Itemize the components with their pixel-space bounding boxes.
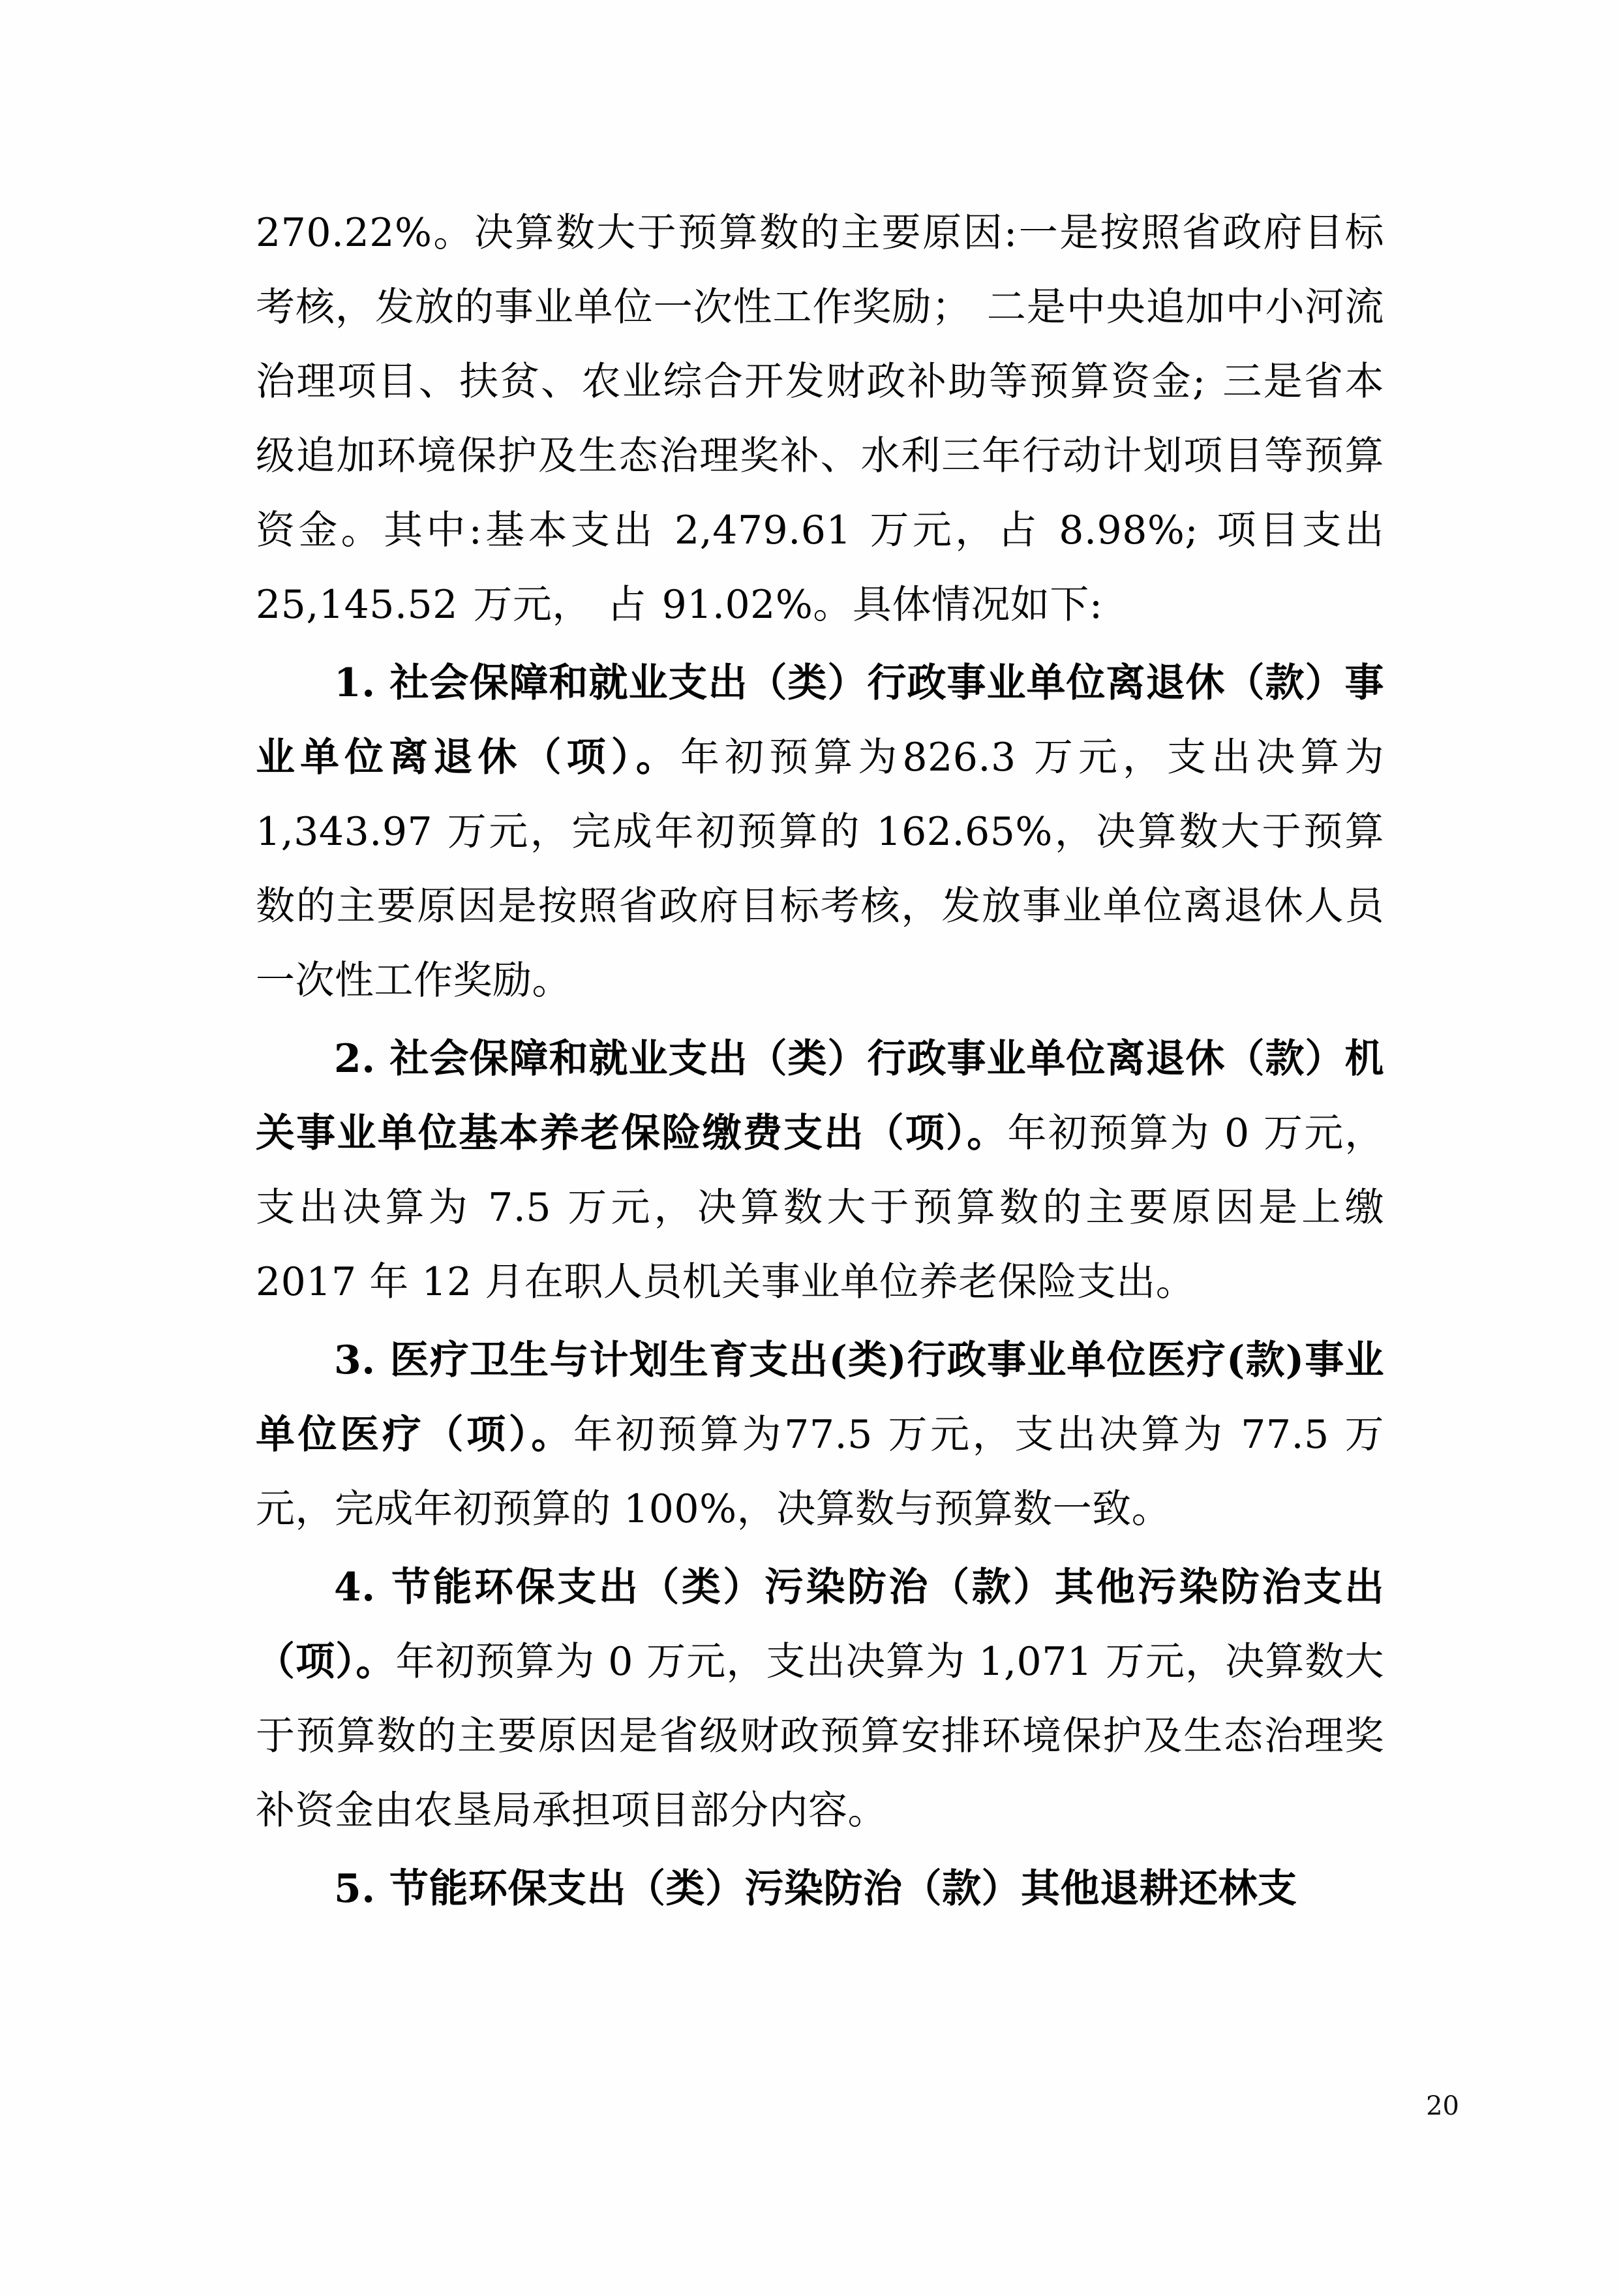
paragraph-item-3 [256, 1323, 1384, 1546]
paragraph-item-1-lead: 1. 社会保障和就业支出（类）行政事业单位离退休（款）事业单位离退休（项）。 [256, 660, 1384, 780]
paragraph-item-4-body: 年初预算为 0 万元，支出决算为 1,071 万元，决算数大于预算数的主要原因是省级财政预算安排环境保护及生态治理奖补资金由农垦局承担项目部分内容。 [256, 1639, 1384, 1833]
paragraph-item-3-lead: 3. 医疗卫生与计划生育支出(类)行政事业单位医疗(款)事业单位医疗（项）。 [256, 1338, 1384, 1458]
paragraph-item-4-lead: 4. 节能环保支出（类）污染防治（款）其他污染防治支出（项）。 [256, 1565, 1384, 1685]
paragraph-item-1-body: 年初预算为826.3 万元，支出决算为 1,343.97 万元，完成年初预算的 162.65%，决算数大于预算数的主要原因是按照省政府目标考核，发放事业单位离退休人员一次性工作奖励。 [256, 735, 1384, 1003]
paragraph-intro: 270.22%。决算数大于预算数的主要原因:一是按照省政府目标考核，发放的事业单位一次性工作奖励； 二是中央追加中小河流治理项目、扶贫、农业综合开发财政补助等预算资金; 三是省本级追加环境保护及生态治理奖补、水利三年行动计划项目等预算资金。其中:基本支出 2,479.61 万元，占 8.98%; 项目支出 25,145.52 万元， 占 91.02%。具体情况如下: [256, 210, 1384, 628]
paragraph-item-1 [256, 646, 1384, 1018]
paragraph-item-2-body: 年初预算为 0 万元，支出决算为 7.5 万元，决算数大于预算数的主要原因是上缴 2017 年 12 月在职人员机关事业单位养老保险支出。 [256, 1110, 1384, 1305]
paragraph-item-5 [256, 1852, 1384, 1926]
paragraph-item-2 [256, 1022, 1384, 1319]
paragraph-item-4 [256, 1550, 1384, 1848]
page-body [256, 196, 1384, 1930]
paragraph-item-3-body: 年初预算为77.5 万元，支出决算为 77.5 万元，完成年初预算的 100%，决算数与预算数一致。 [256, 1412, 1384, 1532]
paragraph-item-5-lead: 5. 节能环保支出（类）污染防治（款）其他退耕还林支 [334, 1866, 1297, 1912]
page-number: 20 [1426, 2091, 1459, 2121]
paragraph-item-2-lead: 2. 社会保障和就业支出（类）行政事业单位离退休（款）机关事业单位基本养老保险缴费支出（项）。 [256, 1036, 1384, 1156]
